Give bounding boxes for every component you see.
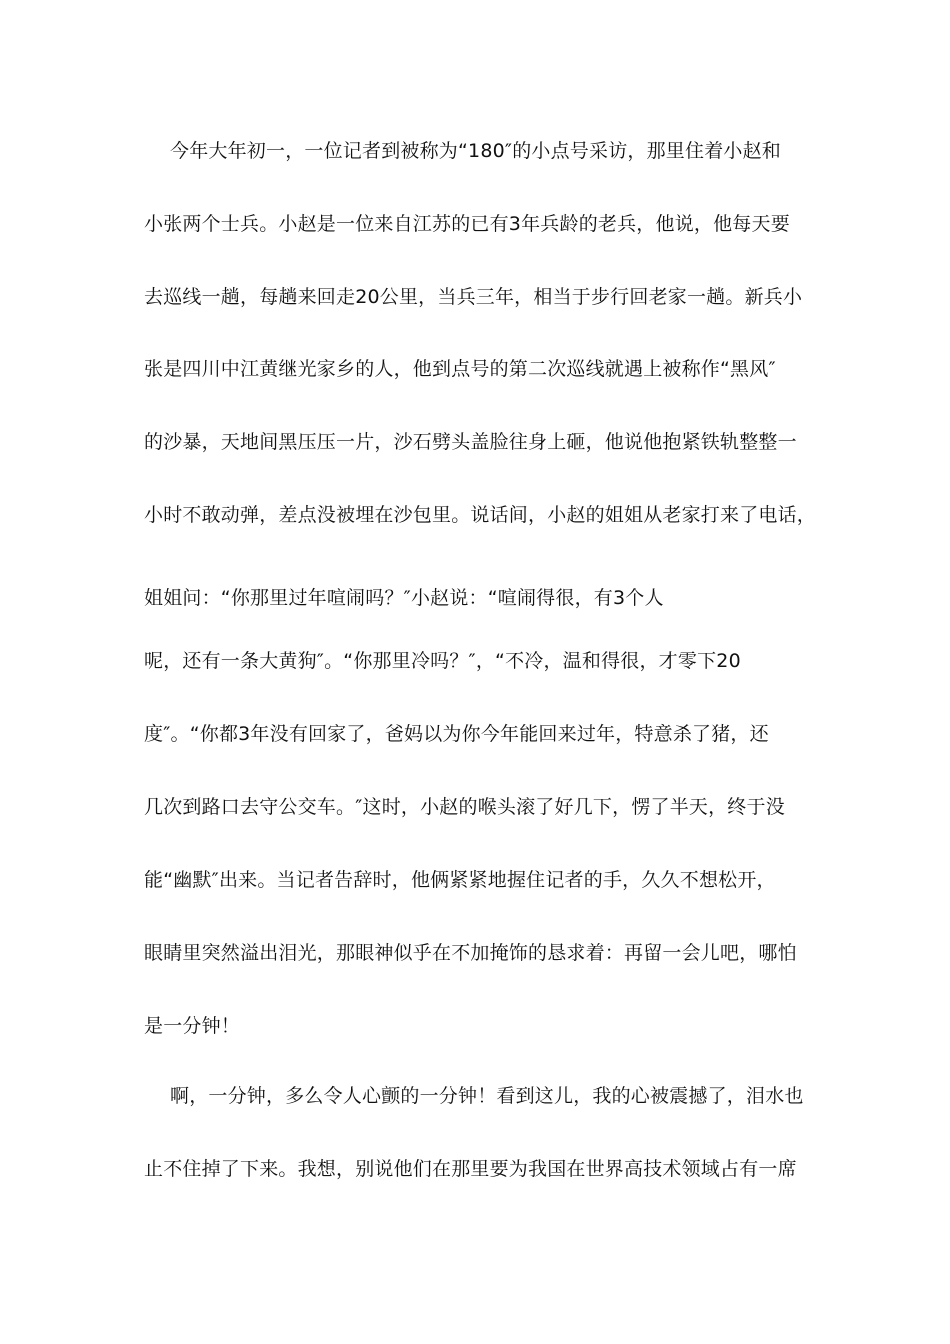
paragraph-line: 今年大年初一，一位记者到被称为“180″的小点号采访，那里住着小赵和	[170, 140, 782, 162]
paragraph-line: 能“幽默″出来。当记者告辞时，他俩紧紧地握住记者的手，久久不想松开，	[144, 869, 776, 891]
paragraph-line: 止不住掉了下来。我想，别说他们在那里要为我国在世界高技术领域占有一席	[144, 1158, 797, 1180]
paragraph-line: 去巡线一趟，每趟来回走20公里，当兵三年，相当于步行回老家一趟。新兵小	[144, 286, 803, 308]
paragraph-line: 度″。“你都3年没有回家了，爸妈以为你今年能回来过年，特意杀了猪，还	[144, 723, 769, 745]
paragraph-line: 小张两个士兵。小赵是一位来自江苏的已有3年兵龄的老兵，他说，他每天要	[144, 213, 790, 235]
paragraph-line: 啊，一分钟，多么令人心颤的一分钟！看到这儿，我的心被震撼了，泪水也	[170, 1085, 804, 1107]
paragraph-line: 的沙暴，天地间黑压压一片，沙石劈头盖脸往身上砸，他说他抱紧铁轨整整一	[144, 431, 797, 453]
paragraph-line: 张是四川中江黄继光家乡的人，他到点号的第二次巡线就遇上被称作“黑风″	[144, 358, 776, 380]
paragraph-line: 小时不敢动弹，差点没被埋在沙包里。说话间，小赵的姐姐从老家打来了电话，	[144, 504, 817, 526]
paragraph-line: 是一分钟！	[144, 1015, 241, 1037]
paragraph-line: 眼睛里突然溢出泪光，那眼神似乎在不加掩饰的恳求着：再留一会儿吧，哪怕	[144, 942, 797, 964]
paragraph-line: 呢，还有一条大黄狗″。“你那里冷吗？″，“不冷，温和得很，才零下20	[144, 650, 741, 672]
paragraph-line: 几次到路口去守公交车。″这时，小赵的喉头滚了好几下，愣了半天，终于没	[144, 796, 785, 818]
paragraph-line: 姐姐问：“你那里过年喧闹吗？″小赵说：“喧闹得很，有3个人	[144, 587, 664, 609]
